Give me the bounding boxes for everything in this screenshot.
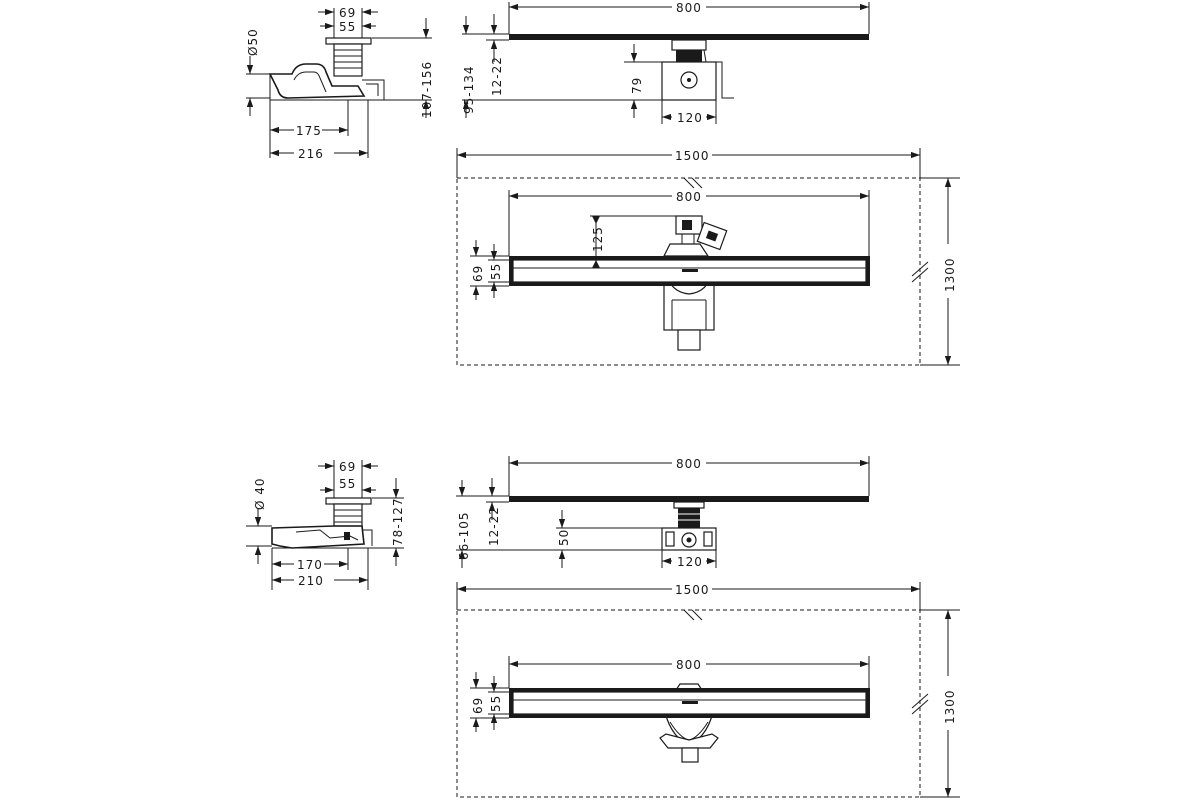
bottom-plan-dim-800: 800 <box>676 658 702 672</box>
top-plan-dim-125: 125 <box>591 226 605 252</box>
bottom-side-dim-diameter: Ø 40 <box>253 477 267 510</box>
top-side-dim-216: 216 <box>298 147 324 161</box>
bottom-side-dim-69: 69 <box>339 460 357 474</box>
bottom-plan-dim-1300: 1300 <box>943 689 957 724</box>
top-plan-dim-1500: 1500 <box>675 149 710 163</box>
top-side-dim-175: 175 <box>296 124 322 138</box>
top-plan-dim-69: 69 <box>471 264 485 282</box>
bottom-side-dim-height: 78-127 <box>391 497 405 546</box>
top-front-dim-79: 79 <box>630 76 644 94</box>
bottom-front-dim-12-22: 12-22 <box>487 506 501 546</box>
top-front-dim-120: 120 <box>677 111 703 125</box>
bottom-front-view <box>456 456 869 569</box>
top-plan-dim-800: 800 <box>676 190 702 204</box>
bottom-side-drain-body <box>272 498 372 548</box>
top-front-dim-800: 800 <box>676 1 702 15</box>
bottom-side-dim-55: 55 <box>339 477 357 491</box>
bottom-side-view <box>246 460 405 590</box>
top-front-dim-95-134: 95-134 <box>462 65 476 114</box>
bottom-front-dim-800: 800 <box>676 457 702 471</box>
top-plan-channel <box>509 216 870 350</box>
top-side-view <box>246 6 434 161</box>
bottom-plan-view <box>457 582 960 797</box>
top-side-dim-height: 107-156 <box>420 60 434 118</box>
bottom-front-dim-50: 50 <box>557 528 571 546</box>
bottom-plan-dim-1500: 1500 <box>675 583 710 597</box>
top-plan-dim-55: 55 <box>489 262 503 280</box>
top-plan-dim-1300: 1300 <box>943 257 957 292</box>
bottom-side-dim-170: 170 <box>297 558 323 572</box>
top-plan-view <box>457 148 960 365</box>
top-side-dim-diameter: Ø50 <box>246 28 260 56</box>
bottom-plan-dim-55: 55 <box>489 694 503 712</box>
bottom-side-dim-210: 210 <box>298 574 324 588</box>
top-side-dim-55: 55 <box>339 20 357 34</box>
top-front-dim-12-22: 12-22 <box>490 56 504 96</box>
bottom-plan-dim-69: 69 <box>471 696 485 714</box>
top-front-view <box>462 1 869 125</box>
top-front-channel <box>509 34 869 100</box>
bottom-front-dim-120: 120 <box>677 555 703 569</box>
top-side-dim-69: 69 <box>339 6 357 20</box>
bottom-plan-channel <box>509 684 870 762</box>
top-side-drain-body <box>270 38 404 100</box>
bottom-front-dim-66-105: 66-105 <box>457 511 471 560</box>
